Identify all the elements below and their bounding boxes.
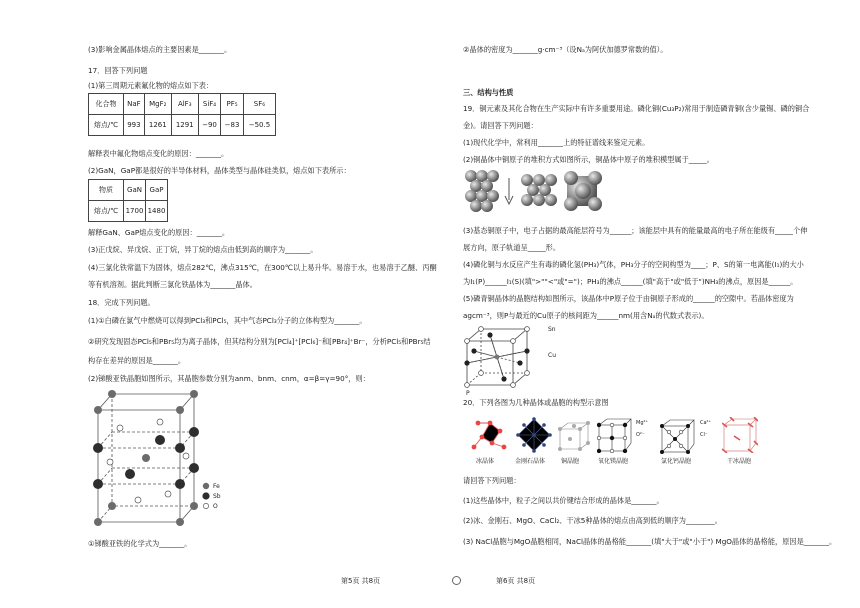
table2-r2: 1480 xyxy=(146,201,168,222)
table2-r0: 熔点/℃ xyxy=(89,201,124,222)
q19-part5-line1: (5)磷青铜晶体的晶胞结构如图所示，该晶体中P原子位于由铜原子形成的______的空隙中。若晶体密度为 xyxy=(463,294,794,303)
q19-part3-line2: 展方向，原子轨道呈_____形。 xyxy=(463,243,561,252)
table1-h5: PF₅ xyxy=(221,94,244,115)
q17-part3: (3)正戊烷、异戊烷、正丁烷，异丁烷的熔点由低到高的顺序为_______。 xyxy=(88,245,318,254)
table2-h0: 物质 xyxy=(89,180,124,201)
table1-r3: 1291 xyxy=(171,115,198,136)
copper-cell-icon xyxy=(558,421,590,451)
q20-intro: 请回答下列问题： xyxy=(463,476,521,485)
table1-h1: NaF xyxy=(124,94,145,115)
o-ion-label: O²⁻ xyxy=(636,432,645,438)
q18-part2: (2)锑酸亚铁晶胞如图所示，其晶胞参数分别为anm、bnm、cnm，α=β=γ=90°，则： xyxy=(88,374,370,383)
table2-h1: GaN xyxy=(124,180,146,201)
table2-h2: GaP xyxy=(146,180,168,201)
cl-ion-label: Cl⁻ xyxy=(700,432,708,438)
iron-antimonate-cell-figure xyxy=(90,388,250,533)
ca-ion-label: Ca²⁺ xyxy=(700,420,712,426)
q20-part2: (2)冰、金刚石、MgO、CaCl₂、干冰5种晶体的熔点由高到低的顺序为________。 xyxy=(463,516,722,525)
q18-part1b-line1: ②研究发现固态PCl₅和PBr₅均为离子晶体，但其结构分别为[PCl₄]⁺[PCl₆]⁻和[PBr₄]⁺Br⁻，分析PCl₅和PBr₅结 xyxy=(88,337,431,346)
left-page-footer: 第5页 共8页 xyxy=(341,577,381,585)
q18-part1b-line2: 构存在差异的原因是_______。 xyxy=(88,356,186,365)
section-3-title: 三、结构与性质 xyxy=(463,88,514,97)
q19-part1: (1)现代化学中，常利用_______上的特征谱线来鉴定元素。 xyxy=(463,138,650,147)
fluoride-melting-table xyxy=(88,93,276,136)
diamond-crystal-icon xyxy=(514,415,554,455)
table1-h6: SF₆ xyxy=(243,94,275,115)
legend-fe-label: Fe xyxy=(213,483,220,490)
caption-ice: 冰晶体 xyxy=(476,458,495,465)
legend-sb-label: Sb xyxy=(213,493,221,500)
calcium-chloride-cell-icon xyxy=(660,418,696,454)
legend-sn-label: Sn xyxy=(548,326,556,333)
q19-intro-line2: 金)。请回答下列问题： xyxy=(463,121,538,130)
phosphor-bronze-cell-figure xyxy=(463,325,543,390)
q17-part4-line2: 等有机溶剂。据此判断三氯化铁晶体为_______晶体。 xyxy=(88,280,257,289)
q19-part3-line1: (3)基态铜原子中，电子占据的最高能层符号为______；该能层中具有的能量最高的电子所在能级有_____个伸 xyxy=(463,226,808,235)
table1-h0: 化合物 xyxy=(89,94,124,115)
q19-part4-line2: 为I₁(P)______I₁(S)(填">""<"或"=")；PH₃的沸点______(填"高于"或"低于")NH₃的沸点，原因是______。 xyxy=(463,277,798,286)
copper-stacking-figure xyxy=(463,166,613,216)
q20-part1: (1)这些晶体中，粒子之间以共价键结合形成的晶体是_______。 xyxy=(463,496,664,505)
table1-r0: 熔点/℃ xyxy=(89,115,124,136)
gan-gap-table xyxy=(88,179,168,222)
caption-copper: 铜晶胞 xyxy=(561,458,580,465)
legend-p-label: P xyxy=(466,390,470,397)
q19-intro-line1: 19．铜元素及其化合物在生产实际中有许多重要用途。磷化铜(Cu₃P₂)常用于制造磷青铜(含少量锡、磷的铜合 xyxy=(463,104,810,113)
caption-dry-ice: 干冰晶胞 xyxy=(727,458,752,465)
table1-r1: 993 xyxy=(124,115,145,136)
q20-part3: (3) NaCl晶胞与MgO晶胞相同，NaCl晶体的晶格能_______(填"大于"或"小于") MgO晶体的晶格能，原因是_______。 xyxy=(463,537,837,546)
table2-r1: 1700 xyxy=(124,201,146,222)
ice-crystal-icon xyxy=(470,417,508,453)
right-page-footer: 第6页 共8页 xyxy=(496,577,536,585)
page-divider-dot xyxy=(452,576,461,585)
q19-part4-line1: (4)磷化铜与水反应产生有毒的磷化氢(PH₃)气体，PH₃分子的空间构型为____；P、S的第一电离能(I₁)的大小 xyxy=(463,260,804,269)
q18-title: 18．完成下列问题。 xyxy=(88,298,155,307)
caption-cacl2: 氯化钙晶胞 xyxy=(661,458,692,465)
q17-title: 17．回答下列问题 xyxy=(88,66,148,75)
legend-o-label: O xyxy=(213,503,218,510)
q18-part1: (1)①白磷在氯气中燃烧可以得到PCl₃和PCl₅，其中气态PCl₃分子的立体构型为_______。 xyxy=(88,316,367,325)
mg-ion-label: Mg²⁺ xyxy=(636,420,649,426)
q17-part1: (1)第三周期元素氟化物的熔点如下表： xyxy=(88,81,214,90)
q20-title: 20．下列各图为几种晶体或晶胞的构型示意图 xyxy=(463,398,609,407)
q19-part5-line2: agcm⁻³，则P与最近的Cu原子的核间距为______nm(用含Nₐ的代数式表示)。 xyxy=(463,311,709,320)
dry-ice-cell-icon xyxy=(722,417,758,453)
table1-r5: −83 xyxy=(221,115,244,136)
table1-h3: AlF₃ xyxy=(171,94,198,115)
table1-r6: −50.5 xyxy=(243,115,275,136)
caption-mgo: 氧化镁晶胞 xyxy=(598,458,629,465)
q19-part2: (2)铜晶体中铜原子的堆积方式如图所示，铜晶体中原子的堆积模型属于_____。 xyxy=(463,155,714,164)
table1-h2: MgF₂ xyxy=(144,94,171,115)
q18-part2-density: ②晶体的密度为_______g·cm⁻³（设Nₐ为阿伏加德罗常数的值）。 xyxy=(463,45,668,54)
q17-part1-explain: 解释表中氟化物熔点变化的原因：_______。 xyxy=(88,149,229,158)
q18-part2-formula: ①锑酸亚铁的化学式为_______。 xyxy=(88,539,192,548)
q17-part2: (2)GaN，GaP都是很好的半导体材料，晶体类型与晶体硅类似，熔点如下表所示： xyxy=(88,166,351,175)
table1-r2: 1261 xyxy=(144,115,171,136)
legend-cu-label: Cu xyxy=(548,352,556,359)
table1-h4: SiF₄ xyxy=(198,94,221,115)
table1-r4: −90 xyxy=(198,115,221,136)
q17-part2-explain: 解释GaN、GaP熔点变化的原因：_______。 xyxy=(88,228,230,237)
magnesium-oxide-cell-icon xyxy=(597,417,633,453)
q17-part4-line1: (4)三氯化铁常温下为固体，熔点282℃，沸点315℃，在300℃以上易升华。易溶于水，也易溶于乙醚、丙酮 xyxy=(88,263,437,272)
caption-diamond: 金刚石晶体 xyxy=(515,458,546,465)
q16-part3: (3)影响金属晶体熔点的主要因素是_______。 xyxy=(88,45,232,54)
